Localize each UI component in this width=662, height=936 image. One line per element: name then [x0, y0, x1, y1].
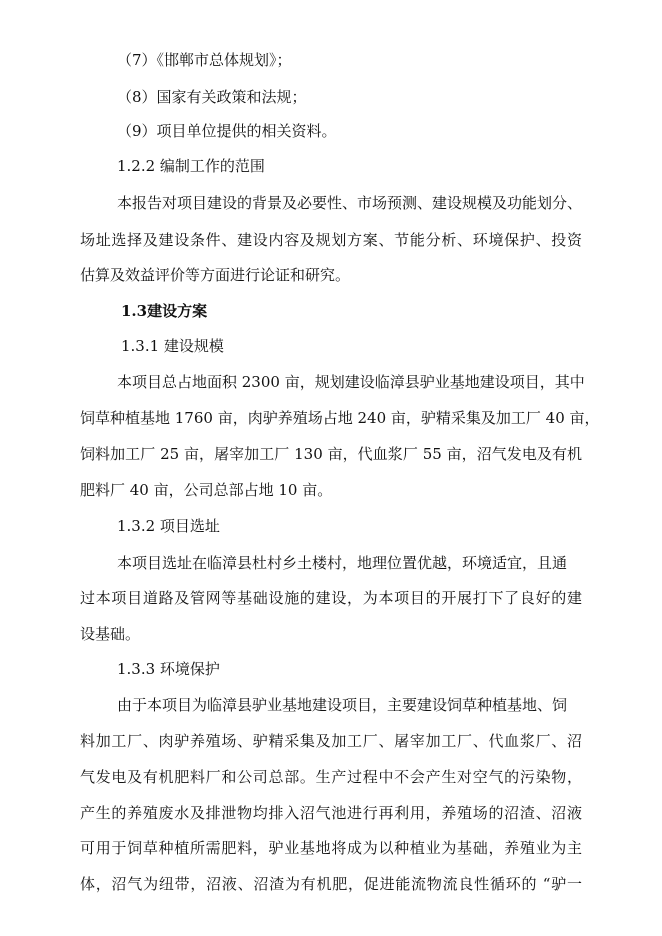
list-item-9: （9）项目单位提供的相关资料。: [117, 122, 337, 140]
paragraph-line: 气发电及有机肥料厂和公司总部。生产过程中不会产生对空气的污染物，: [80, 768, 582, 786]
paragraph-line: 本项目选址在临漳县杜村乡土楼村，地理位置优越，环境适宜，且通: [117, 554, 568, 572]
paragraph-line: 本项目总占地面积 2300 亩，规划建设临漳县驴业基地建设项目，其中: [117, 373, 585, 391]
list-item-7: （7）《邯郸市总体规划》；: [117, 51, 292, 69]
list-item-8: （8）国家有关政策和法规；: [117, 88, 307, 106]
paragraph-line: 饲草种植基地 1760 亩，肉驴养殖场占地 240 亩，驴精采集及加工厂 40 亩，: [80, 409, 600, 427]
paragraph-line: 由于本项目为临漳县驴业基地建设项目，主要建设饲草种植基地、饲: [117, 696, 568, 714]
section-1-3-3-title: 1.3.3 环境保护: [117, 660, 220, 678]
section-1-3-1-title: 1.3.1 建设规模: [121, 337, 224, 355]
section-1-3-2-title: 1.3.2 项目选址: [117, 517, 220, 535]
paragraph-line: 本报告对项目建设的背景及必要性、市场预测、建设规模及功能划分、: [117, 194, 583, 212]
paragraph-line: 料加工厂、肉驴养殖场、驴精采集及加工厂、屠宰加工厂、代血浆厂、沼: [80, 732, 582, 750]
paragraph-line: 场址选择及建设条件、建设内容及规划方案、节能分析、环境保护、投资: [80, 231, 582, 249]
paragraph-line: 肥料厂 40 亩，公司总部占地 10 亩。: [80, 481, 333, 499]
paragraph-line: 过本项目道路及管网等基础设施的建设，为本项目的开展打下了良好的建: [80, 589, 582, 607]
section-1-2-2-title: 1.2.2 编制工作的范围: [117, 157, 265, 175]
paragraph-line: 产生的养殖废水及排泄物均排入沼气池进行再利用，养殖场的沼渣、沼液: [80, 804, 582, 822]
paragraph-line: 饲料加工厂 25 亩，屠宰加工厂 130 亩，代血浆厂 55 亩，沼气发电及有机: [80, 445, 582, 463]
paragraph-line: 体，沼气为纽带，沼液、沼渣为有机肥，促进能流物流良性循环的 “驴一: [80, 875, 582, 893]
paragraph-line: 可用于饲草种植所需肥料，驴业基地将成为以种植业为基础，养殖业为主: [80, 839, 582, 857]
paragraph-line: 设基础。: [80, 625, 141, 643]
section-1-3-title: 1.3建设方案: [121, 302, 208, 320]
paragraph-line: 估算及效益评价等方面进行论证和研究。: [80, 266, 351, 284]
